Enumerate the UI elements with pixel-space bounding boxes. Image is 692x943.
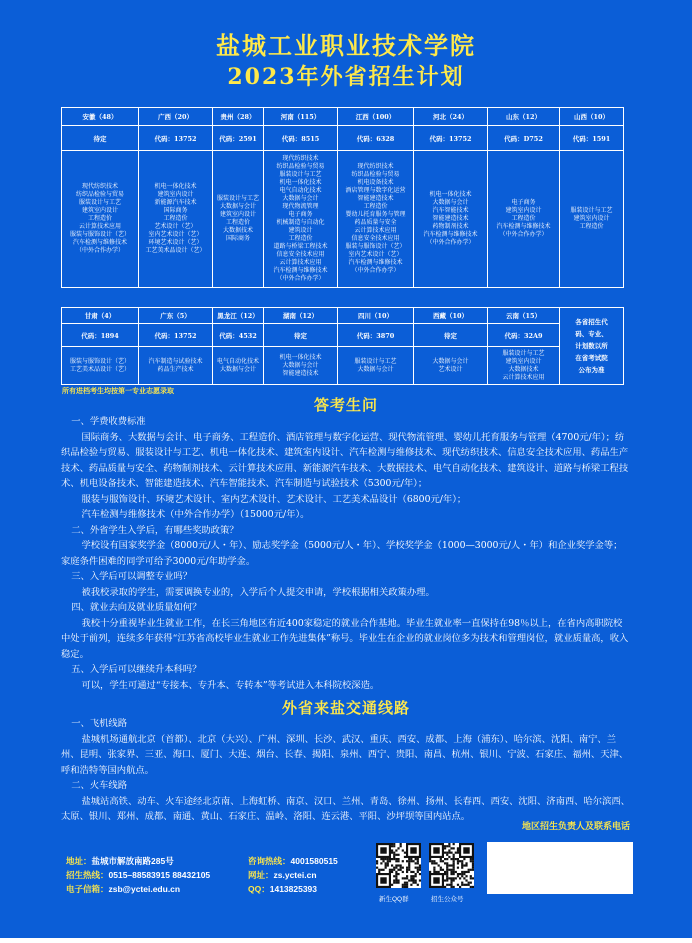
paragraph: 汽车检测与维修技术（中外合作办学）（15000元/年）。	[81, 509, 310, 520]
major-item: 工艺美术品设计（艺）	[145, 247, 206, 254]
contact-info-left	[66, 854, 210, 896]
major-item: 环境艺术设计（艺）	[148, 239, 203, 246]
province-cell-3: 贵州（28）	[213, 108, 264, 126]
major-item: 智能建造技术	[282, 369, 319, 377]
note-line: 码、专业、	[575, 330, 608, 338]
paragraph: 服装与服饰设计、环境艺术设计、室内艺术设计、艺术设计、工艺美术品设计（6800元/年）；	[81, 493, 467, 505]
major-item: （中外合作办学）	[276, 275, 325, 282]
major-item: 工程造价	[363, 203, 388, 210]
paragraph: 被我校录取的学生，需要调换专业的，入学后个人提交申请，学校根据相关政策办理。	[81, 586, 435, 598]
major-item: 云计算技术应用	[279, 259, 322, 266]
major-item: 艺术设计（艺）	[154, 223, 197, 230]
majors-cell-2	[139, 347, 213, 385]
major-item: 汽车制造与试验技术	[148, 357, 203, 365]
hotline-label: 招生热线：	[66, 870, 109, 880]
contact-info-middle	[248, 854, 338, 896]
qq-label: QQ：	[248, 884, 270, 894]
paragraph: 国际商务、大数据与会计、电子商务、工程造价、酒店管理与数字化运营、现代物流管理、婴幼儿托育服务与管理（4700元/年）；纺织品检验与贸易、服装设计与工艺、机电一体化技术、建筑室内设计、汽车检测与维修技术、现代纺织技术、信息安全技术应用、药品生产技术、药品质量与安全、药物制剂技术、云计算技术应用、新能源汽车技术、大数据技术、电气自动化技术、建筑设计、道路与桥梁工程技术、机电设备技术、智能建造技术、汽车智能技术、汽车制造与试验技术（5300元/年）；	[61, 431, 629, 489]
majors-cell-5	[338, 151, 414, 288]
code-cell-2: 代码：13752	[139, 324, 213, 347]
code-cell-4: 待定	[264, 324, 338, 347]
major-item: 艺术设计	[438, 365, 463, 373]
major-item: 现代纺织技术	[357, 163, 394, 170]
province-cell-5: 四川（10）	[338, 308, 414, 324]
code-cell-5: 代码：6328	[338, 126, 414, 151]
majors-cell-1	[62, 151, 139, 288]
major-item: 云计算技术应用	[78, 223, 121, 230]
major-item: 汽车检测与维修技术	[72, 239, 127, 246]
faq-section-body	[61, 414, 631, 693]
address-value: 盐城市解放南路285号	[91, 856, 174, 866]
majors-cell-7	[488, 347, 560, 385]
major-item: 现代纺织技术	[282, 155, 319, 162]
province-cell-6: 西藏（10）	[414, 308, 488, 324]
province-cell-2: 广西（20）	[139, 108, 213, 126]
major-item: 智能建造技术	[432, 215, 469, 222]
regional-contacts-box	[487, 842, 633, 894]
majors-cell-6	[414, 151, 488, 288]
email-value[interactable]: zsb@yctei.edu.cn	[108, 884, 181, 894]
major-item: 服装设计与工艺	[354, 357, 397, 365]
note-line: 计划数以所	[575, 342, 608, 350]
question-heading: 一、学费收费标准	[71, 416, 146, 427]
major-item: 汽车检测与维修技术	[273, 267, 328, 274]
major-item: 大数据与会计	[432, 199, 469, 206]
college-name-title: 盐城工业职业技术学院	[216, 31, 476, 60]
majors-cell-8	[560, 151, 624, 288]
majors-cell-3	[213, 347, 264, 385]
province-cell-4: 湖南（12）	[264, 308, 338, 324]
major-item: 大数据与会计	[282, 195, 319, 202]
major-item: 机电一体化技术	[279, 179, 322, 186]
paragraph: 盐城机场通航北京（首都）、北京（大兴）、广州、深圳、长沙、武汉、重庆、西安、成都、上海（浦东）、哈尔滨、沈阳、南宁、兰州、昆明、张家界、三亚、海口、厦门、大连、烟台、长春、揭阳、泉州、西宁、贵阳、南昌、杭州、银川、宁波、石家庄、福州、天津、呼和浩特等国内航点。	[61, 733, 629, 776]
major-item: 汽车检测与维修技术	[423, 231, 478, 238]
major-item: 大数据与会计	[219, 365, 256, 373]
plan-year-title: 2023年外省招生计划	[227, 64, 465, 90]
major-item: （中外合作办学）	[499, 231, 548, 238]
major-item: （中外合作办学）	[75, 247, 124, 254]
note-line: 各省招生代	[575, 318, 608, 326]
enrollment-plan-table-top	[61, 107, 624, 288]
province-cell-6: 河北（24）	[414, 108, 488, 126]
major-item: 信息安全技术应用	[276, 251, 325, 258]
major-item: 机电一体化技术	[279, 353, 322, 361]
major-item: 大数据技术	[222, 227, 253, 234]
major-item: 大数据技术	[508, 365, 539, 373]
major-item: 工程造价	[87, 215, 112, 222]
website-line	[248, 868, 338, 882]
province-cell-2: 广东（5）	[139, 308, 213, 324]
code-cell-8: 代码：1591	[560, 126, 624, 151]
major-item: 工程造价	[225, 219, 250, 226]
major-item: 机械制造与自动化	[276, 219, 325, 226]
wechat-account-qr-code-icon[interactable]	[429, 843, 474, 888]
major-item: 工程造价	[288, 235, 313, 242]
province-cell-1: 甘肃（4）	[62, 308, 139, 324]
major-item: 电子商务	[511, 199, 536, 206]
code-cell-5: 代码：3870	[338, 324, 414, 347]
wechat-qr-label: 招生公众号	[431, 896, 464, 903]
major-item: 云计算技术应用	[354, 227, 397, 234]
major-item: 纺织品检验与贸易	[75, 191, 124, 198]
plan-disclaimer-note	[560, 308, 624, 385]
admission-footnote: 所有进档考生均按第一专业志愿录取	[62, 388, 174, 395]
province-cell-1: 安徽（48）	[62, 108, 139, 126]
major-item: 建筑室内设计	[219, 211, 256, 218]
qq-line	[248, 882, 338, 896]
question-heading: 二、火车线路	[71, 780, 128, 791]
consult-value: 4001580515	[290, 856, 338, 866]
question-heading: 四、就业去向及就业质量如何？	[71, 602, 202, 613]
major-item: 建筑设计	[288, 227, 313, 234]
major-item: 服装与服饰设计（艺）	[345, 243, 406, 250]
major-item: 酒店管理与数字化运营	[345, 187, 406, 194]
question-heading: 三、入学后可以调整专业吗？	[71, 571, 193, 582]
enrollment-plan-table-bottom	[61, 307, 624, 385]
code-cell-6: 待定	[414, 324, 488, 347]
major-item: 汽车检测与维修技术	[496, 223, 551, 230]
major-item: 工艺美术品设计（艺）	[69, 365, 130, 373]
major-item: 国际商务	[225, 235, 250, 242]
major-item: 新能源汽车技术	[154, 199, 197, 206]
major-item: 大数据与会计	[219, 203, 256, 210]
major-item: 智能建造技术	[357, 195, 394, 202]
major-item: 大数据与会计	[282, 361, 319, 369]
website-label: 网址：	[248, 870, 274, 880]
email-line	[66, 882, 210, 896]
transport-section-title: 外省来盐交通线路	[281, 699, 410, 717]
faq-section-title: 答考生问	[313, 396, 378, 414]
major-item: 工程造价	[579, 223, 604, 230]
major-item: 汽车检测与维修技术	[348, 259, 403, 266]
hotline-value: 0515–88583915 88432105	[108, 870, 211, 880]
major-item: （中外合作办学）	[351, 267, 400, 274]
code-cell-3: 代码：2591	[213, 126, 264, 151]
major-item: 建筑室内设计	[505, 207, 542, 214]
major-item: 机电一体化技术	[154, 183, 197, 190]
paragraph: 盐城站高铁、动车、火车途经北京南、上海虹桥、南京、汉口、兰州、青岛、徐州、扬州、长春西、西安、沈阳、济南西、哈尔滨西、太原、银川、郑州、成都、南通、黄山、石家庄、温岭、洛阳、连云港、平阳、沙坪坝等国内站点。	[61, 795, 630, 822]
consult-line	[248, 854, 338, 868]
code-cell-1: 代码：1894	[62, 324, 139, 347]
major-item: 服装设计与工艺	[570, 207, 613, 214]
major-item: 纺织品检验与贸易	[276, 163, 325, 170]
major-item: 室内艺术设计（艺）	[148, 231, 203, 238]
address-label: 地址：	[66, 856, 92, 866]
address-line	[66, 854, 210, 868]
code-cell-4: 代码：8515	[264, 126, 338, 151]
consult-label: 咨询热线：	[248, 856, 291, 866]
major-item: 服装设计与工艺	[502, 349, 545, 357]
code-cell-2: 代码：13752	[139, 126, 213, 151]
email-label: 电子信箱：	[66, 884, 109, 894]
note-line: 在省考试院	[575, 354, 608, 362]
website-link[interactable]: zs.yctei.cn	[273, 870, 317, 880]
major-item: 服装与服饰设计（艺）	[69, 357, 130, 365]
province-cell-3: 黑龙江（12）	[213, 308, 264, 324]
major-item: 建筑室内设计	[81, 207, 118, 214]
regional-contacts-heading: 地区招生负责人及联系电话	[521, 821, 630, 831]
code-cell-1: 待定	[62, 126, 139, 151]
major-item: 道路与桥梁工程技术	[273, 243, 328, 250]
qq-group-qr-label: 新生QQ群	[379, 896, 409, 903]
paragraph: 我校十分重视毕业生就业工作，在长三角地区有近400家稳定的就业合作基地。毕业生就业率一直保持在98％以上，在省内高职院校中处于前列，连续多年获得“江苏省高校毕业生就业工作先进集体”称号。毕业生在企业的就业岗位多为技术和管理岗位，就业质量高，收入稳定。	[61, 617, 629, 660]
major-item: 纺织品检验与贸易	[351, 171, 400, 178]
code-cell-3: 代码：4532	[213, 324, 264, 347]
major-item: 室内艺术设计（艺）	[348, 251, 403, 258]
major-item: 大数据与会计	[432, 357, 469, 365]
major-item: 药物制剂技术	[432, 223, 469, 230]
major-item: 现代纺织技术	[81, 183, 118, 190]
code-cell-7: 代码：32A9	[488, 324, 560, 347]
question-heading: 五、入学后可以继续升本科吗？	[71, 664, 202, 675]
majors-cell-2	[139, 151, 213, 288]
qq-group-qr-code-icon[interactable]	[376, 843, 421, 888]
major-item: 云计算技术应用	[502, 373, 545, 381]
majors-cell-4	[264, 151, 338, 288]
province-cell-4: 河南（115）	[264, 108, 338, 126]
transport-section-body	[61, 716, 631, 825]
major-item: 电子商务	[288, 211, 313, 218]
major-item: 国际商务	[163, 207, 188, 214]
major-item: 现代物流管理	[282, 203, 319, 210]
note-line: 公布为准	[578, 366, 605, 374]
major-item: 建筑室内设计	[505, 357, 542, 365]
major-item: 服装设计与工艺	[279, 171, 322, 178]
paragraph: 学校设有国家奖学金（8000元/人・年）、励志奖学金（5000元/人・年）、学校奖学金（1000—3000元/人・年）和企业奖学金等；家庭条件困难的同学可给予3000元/年助学金。	[61, 540, 623, 567]
major-item: 工程造价	[511, 215, 536, 222]
province-cell-7: 云南（15）	[488, 308, 560, 324]
major-item: 药品生产技术	[157, 365, 194, 373]
province-cell-7: 山东（12）	[488, 108, 560, 126]
major-item: 电气自动化技术	[216, 357, 259, 365]
major-item: 信息安全技术应用	[351, 235, 400, 242]
major-item: 建筑室内设计	[573, 215, 610, 222]
majors-cell-4	[264, 347, 338, 385]
major-item: 电气自动化技术	[279, 187, 322, 194]
major-item: 服装设计与工艺	[216, 195, 259, 202]
majors-cell-1	[62, 347, 139, 385]
majors-cell-5	[338, 347, 414, 385]
province-cell-5: 江西（100）	[338, 108, 414, 126]
qq-value: 1413825393	[269, 884, 318, 894]
major-item: 工程造价	[163, 215, 188, 222]
majors-cell-7	[488, 151, 560, 288]
hotline-line	[66, 868, 210, 882]
majors-cell-3	[213, 151, 264, 288]
major-item: 服装设计与工艺	[78, 199, 121, 206]
paragraph: 可以，学生可通过“专接本、专升本、专转本”等考试进入本科院校深造。	[81, 679, 380, 691]
question-heading: 一、飞机线路	[71, 718, 128, 729]
major-item: 婴幼儿托育服务与管理	[345, 211, 406, 218]
major-item: 机电设备技术	[357, 179, 394, 186]
code-cell-7: 代码：D752	[488, 126, 560, 151]
major-item: 汽车智能技术	[432, 207, 469, 214]
major-item: （中外合作办学）	[426, 239, 475, 246]
major-item: 建筑室内设计	[157, 191, 194, 198]
code-cell-6: 代码：13752	[414, 126, 488, 151]
major-item: 机电一体化技术	[429, 191, 472, 198]
question-heading: 二、外省学生入学后，有哪些奖助政策？	[71, 524, 239, 536]
major-item: 药品质量与安全	[354, 219, 397, 226]
majors-cell-6	[414, 347, 488, 385]
major-item: 服装与服饰设计（艺）	[69, 231, 130, 238]
major-item: 大数据与会计	[357, 365, 394, 373]
province-cell-8: 山西（10）	[560, 108, 624, 126]
